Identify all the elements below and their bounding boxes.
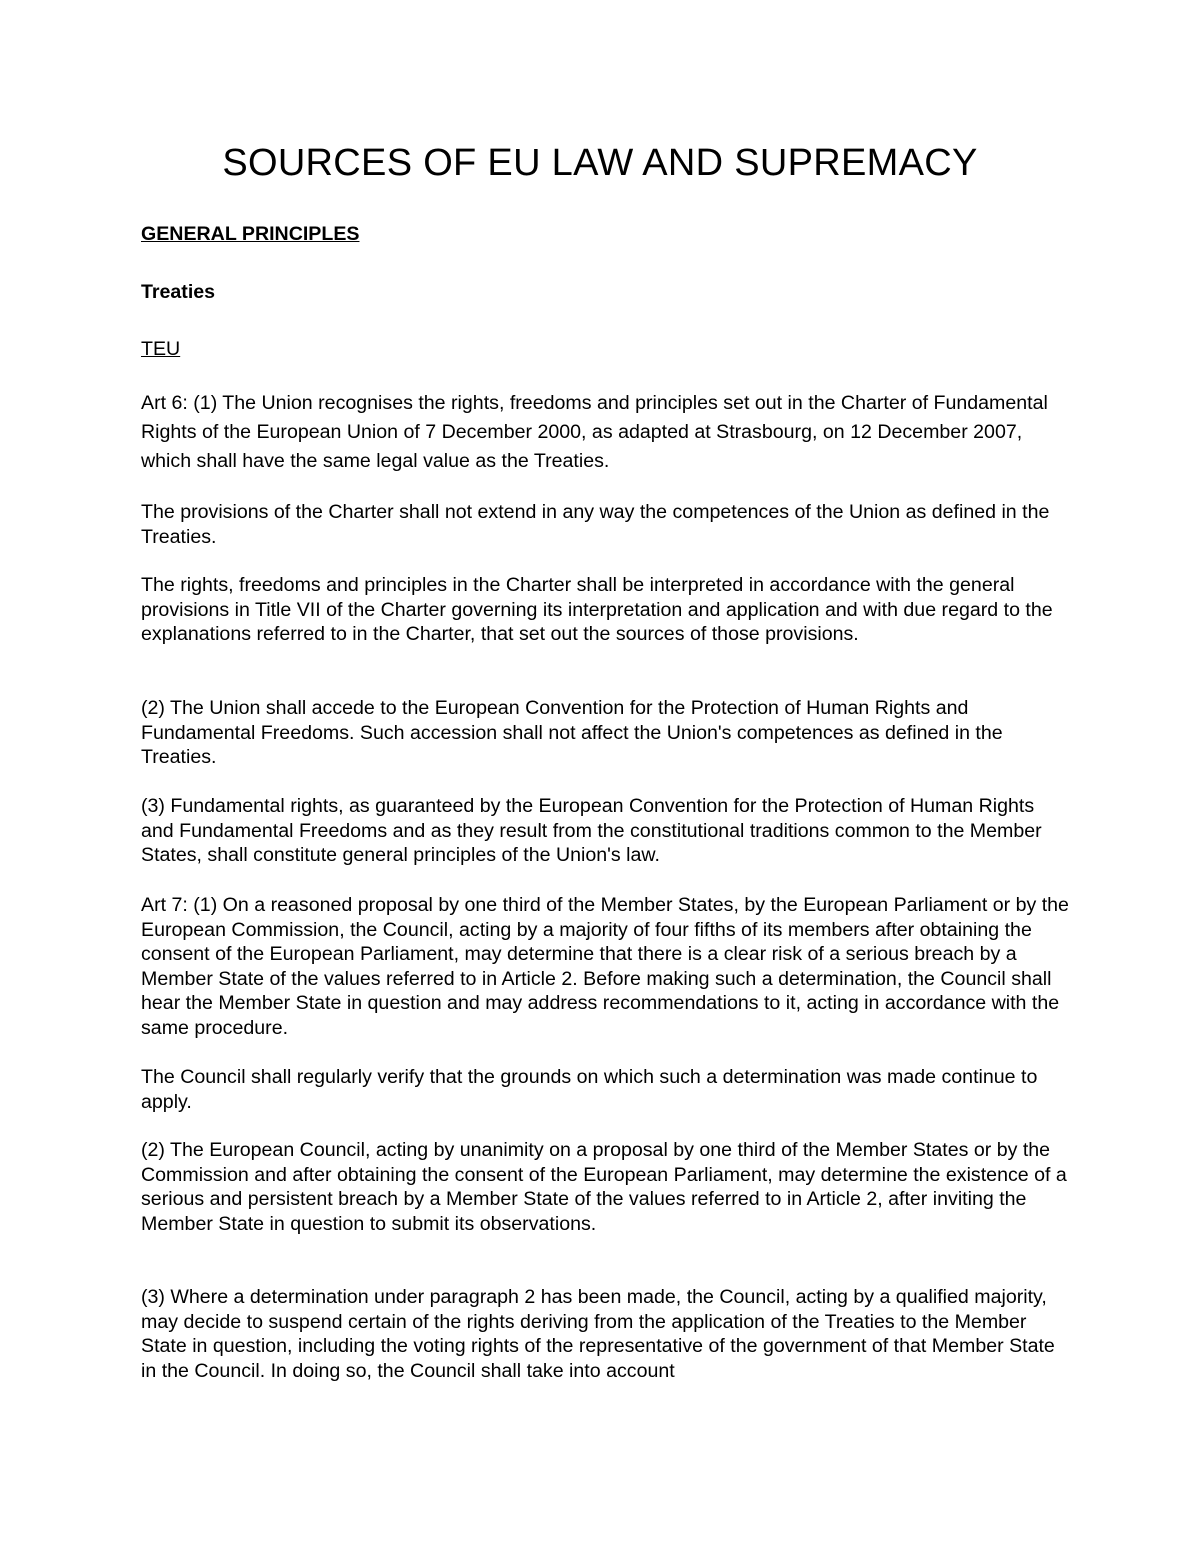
paragraph: The rights, freedoms and principles in the Charter shall be interpreted in accordance with the general provisions in Title VII of the Charter governing its interpretation and application and with due regard to the explanations referred to in the Charter, that set out the sources of those provisions. [141, 574, 1053, 646]
paragraph-art6-1: Art 6: (1) The Union recognises the rights, freedoms and principles set out in the Charter of Fundamental Rights of the European Union of 7 December 2000, as adapted at Strasbourg, on 12 December 2007, which shall have the same legal value as the Treaties. [141, 392, 1048, 472]
paragraph: (2) The Union shall accede to the European Convention for the Protection of Human Rights and Fundamental Freedoms. Such accession shall not affect the Union's competences as defined in the Treaties. [141, 697, 1003, 769]
paragraph-art7-1: Art 7: (1) On a reasoned proposal by one third of the Member States, by the European Parliament or by the European Commission, the Council, acting by a majority of four fifths of its members after obtaining the consent of the European Parliament, may determine that there is a clear risk of a serious breach by a Member State of the values referred to in Article 2. Before making such a determination, the Council shall hear the Member State in question and may address recommendations to it, acting in accordance with the same procedure. [141, 894, 1069, 1039]
paragraph: The Council shall regularly verify that the grounds on which such a determination was made continue to apply. [141, 1066, 1038, 1113]
paragraph: The provisions of the Charter shall not extend in any way the competences of the Union as defined in the Treaties. [141, 501, 1050, 548]
paragraph: (3) Fundamental rights, as guaranteed by the European Convention for the Protection of Human Rights and Fundamental Freedoms and as they result from the constitutional traditions common to the Member States, shall constitute general principles of the Union's law. [141, 795, 1042, 867]
paragraph: (2) The European Council, acting by unanimity on a proposal by one third of the Member States or by the Commission and after obtaining the consent of the European Parliament, may determine the existence of a serious and persistent breach by a Member State of the values referred to in Article 2, after inviting the Member State in question to submit its observations. [141, 1139, 1067, 1235]
document-title: SOURCES OF EU LAW AND SUPREMACY [222, 142, 978, 184]
paragraph: (3) Where a determination under paragraph 2 has been made, the Council, acting by a qualified majority, may decide to suspend certain of the rights deriving from the application of the Treaties to the Member State in question, including the voting rights of the representative of the government of that Member State in the Council. In doing so, the Council shall take into account [141, 1286, 1055, 1382]
treaty-label: TEU [141, 338, 181, 360]
section-heading: GENERAL PRINCIPLES [141, 223, 360, 245]
subheading: Treaties [141, 281, 216, 303]
